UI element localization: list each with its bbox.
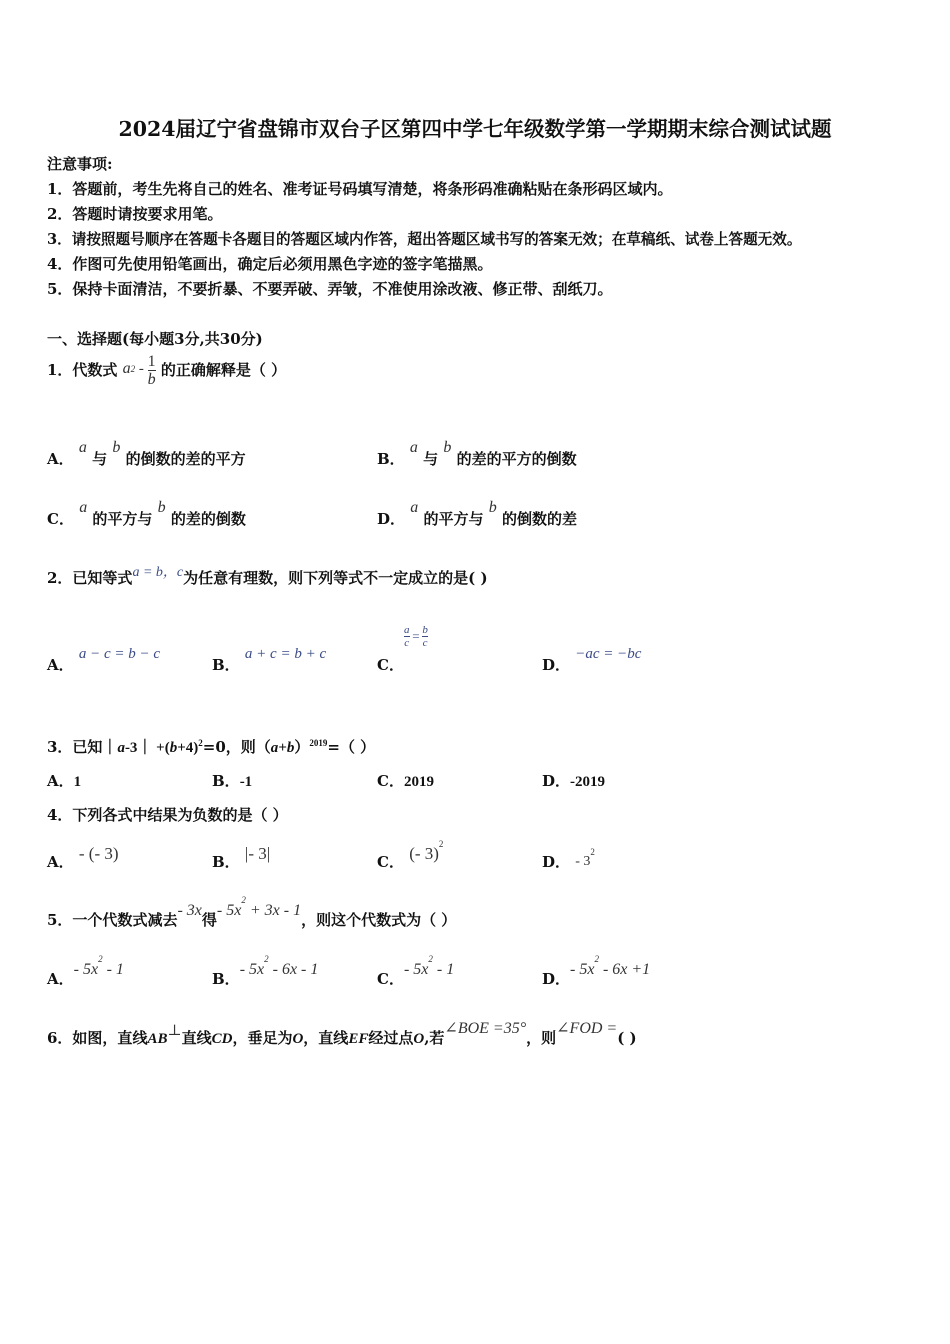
q4-option-a[interactable] xyxy=(47,844,119,872)
q5-option-d-label: D． xyxy=(542,970,571,988)
q2-prefix: 2．已知等式 xyxy=(47,569,133,587)
question-2 xyxy=(47,567,488,588)
q2-option-c-expr xyxy=(404,624,428,649)
notice-item-5: 5．保持卡面清洁，不要折暴、不要弄破、弄皱，不准使用涂改液、修正带、刮纸刀。 xyxy=(47,280,613,298)
notice-item-1: 1．答题前，考生先将自己的姓名、准考证号码填写清楚，将条形码准确粘贴在条形码区域内。 xyxy=(47,180,673,198)
q3-option-c-value: 2019 xyxy=(403,774,434,790)
q2-math: a = b，c xyxy=(132,565,184,580)
q5-option-c-expr-b: - 1 xyxy=(432,961,455,978)
q6-angle-fod: ∠FOD = xyxy=(556,1020,618,1037)
q4-option-c-sup: 2 xyxy=(438,839,444,849)
q2-option-c-den2: c xyxy=(422,637,428,649)
q2-option-a-expr: a − c = b − c xyxy=(78,646,161,662)
q1-option-b-var1: a xyxy=(409,439,418,456)
q2-option-c-den1: c xyxy=(404,637,410,649)
q3-option-d[interactable] xyxy=(542,770,605,791)
q1-option-d-text1: 的平方与 xyxy=(423,510,484,528)
q5-option-b-expr-a: - 5x xyxy=(239,961,265,978)
q2-option-d[interactable] xyxy=(542,646,642,675)
q6-p5: 经过点 xyxy=(368,1029,414,1047)
q3-prefix: 3．已知｜ xyxy=(47,738,118,756)
question-5 xyxy=(47,895,457,930)
q6-ab: AB xyxy=(147,1031,168,1047)
q3-option-d-value: -2019 xyxy=(570,774,606,790)
q1-option-c-label: C． xyxy=(47,510,74,528)
q4-option-a-expr: - (- 3) xyxy=(78,844,119,863)
q1-fraction xyxy=(148,353,156,388)
q3-mid3: =0，则（ xyxy=(202,738,271,756)
q6-o: O xyxy=(292,1031,304,1047)
question-1 xyxy=(47,352,286,388)
q1-option-a[interactable] xyxy=(47,439,246,469)
question-4: 4．下列各式中结果为负数的是（ ） xyxy=(47,806,288,824)
notice-heading: 注意事项: xyxy=(47,155,113,173)
q1-option-c[interactable] xyxy=(47,499,246,529)
q1-math-a: a xyxy=(122,360,131,377)
q6-p3: ，垂足为 xyxy=(232,1029,293,1047)
q1-option-b-text2: 的差的平方的倒数 xyxy=(456,450,577,468)
q5-option-b-expr-b: - 6x - 1 xyxy=(268,961,319,978)
q5-option-a-expr-b: - 1 xyxy=(102,961,124,978)
q2-option-c-num2: b xyxy=(422,624,428,636)
q3-option-b[interactable] xyxy=(212,770,252,791)
q6-ef: EF xyxy=(348,1031,369,1047)
q1-option-c-var1: a xyxy=(79,499,88,516)
q5-option-d-expr-a: - 5x xyxy=(570,961,595,978)
q6-p4: ，直线 xyxy=(303,1029,349,1047)
q1-suffix: 的正确解释是（ ） xyxy=(160,361,287,379)
q2-suffix: 为任意有理数，则下列等式不一定成立的是( ) xyxy=(183,569,488,587)
q1-option-d-var2: b xyxy=(488,499,497,516)
q6-p7: ，则 xyxy=(526,1029,557,1047)
q6-p2: 直线 xyxy=(181,1029,212,1047)
q4-option-b[interactable] xyxy=(212,844,271,872)
q1-math-minus: - xyxy=(135,361,148,377)
q2-option-c-frac2 xyxy=(422,624,428,649)
q5-option-b-label: B． xyxy=(212,970,240,988)
q1-option-b-text1: 与 xyxy=(423,450,439,468)
q3-option-a[interactable] xyxy=(47,770,81,791)
q1-option-a-text1: 与 xyxy=(92,450,108,468)
q5-option-c-label: C． xyxy=(377,970,404,988)
q3-suffix: =（ ） xyxy=(327,738,376,756)
q2-option-b-label: B． xyxy=(212,656,240,674)
q3-option-c-label: C． xyxy=(377,772,404,790)
q1-option-c-text1: 的平方与 xyxy=(92,510,153,528)
q5-option-b[interactable] xyxy=(212,954,319,989)
q2-option-c-frac1 xyxy=(404,624,410,649)
q1-option-d-text2: 的倒数的差 xyxy=(501,510,577,528)
q1-option-a-text2: 的倒数的差的平方 xyxy=(125,450,246,468)
q6-perp-symbol: ⊥ xyxy=(167,1023,182,1039)
q5-option-a-expr-a: - 5x xyxy=(73,961,99,978)
q5-option-d[interactable] xyxy=(542,954,651,989)
q3-option-a-value: 1 xyxy=(73,774,82,790)
q1-option-b[interactable] xyxy=(377,439,577,469)
q6-p1: 6．如图，直线 xyxy=(47,1029,148,1047)
page-title: 2024届辽宁省盘锦市双台子区第四中学七年级数学第一学期期末综合测试试题 xyxy=(118,117,832,141)
q4-option-d-sup: 2 xyxy=(590,847,595,857)
notice-item-3: 3．请按照题号顺序在答题卡各题目的答题区域内作答，超出答题区域书写的答案无效；在草稿纸、试卷上答题无效。 xyxy=(47,231,802,248)
q4-option-c-label: C． xyxy=(377,853,404,871)
q5-option-b-sup: 2 xyxy=(264,954,269,964)
q5-math2-sup: 2 xyxy=(241,895,246,905)
q1-option-a-var2: b xyxy=(112,439,121,456)
q1-option-d[interactable] xyxy=(377,499,577,529)
q6-p6: ,若 xyxy=(424,1029,445,1047)
q5-option-c-sup: 2 xyxy=(428,954,433,964)
q1-frac-den: b xyxy=(147,370,156,388)
q1-option-a-var1: a xyxy=(78,439,87,456)
q5-option-a-label: A． xyxy=(47,970,74,988)
q5-math2a: - 5x xyxy=(216,902,242,919)
q3-option-d-label: D． xyxy=(542,772,571,790)
q3-var-ab: a+b xyxy=(270,740,295,756)
q2-option-b[interactable] xyxy=(212,646,327,675)
q6-suffix: ( ) xyxy=(617,1029,637,1047)
q1-option-b-var2: b xyxy=(443,439,452,456)
q3-option-b-label: B． xyxy=(212,772,240,790)
q5-option-d-sup: 2 xyxy=(594,954,599,964)
q3-option-c[interactable] xyxy=(377,770,434,791)
q3-mid1: -3｜ +( xyxy=(124,740,170,756)
q1-option-c-var2: b xyxy=(157,499,166,516)
q2-option-a[interactable] xyxy=(47,646,161,675)
q1-prefix: 1．代数式 xyxy=(47,361,118,379)
q1-option-c-text2: 的差的倒数 xyxy=(170,510,246,528)
q2-option-d-expr: −ac = −bc xyxy=(575,646,642,662)
q5-option-c[interactable] xyxy=(377,954,455,989)
q1-option-b-label: B． xyxy=(377,450,405,468)
q2-option-d-label: D． xyxy=(542,656,571,674)
q2-option-c-label[interactable]: C． xyxy=(377,656,404,674)
q3-mid4: ） xyxy=(294,738,310,756)
q4-option-c[interactable] xyxy=(377,839,444,872)
q4-option-d[interactable] xyxy=(542,847,595,872)
q3-option-b-value: -1 xyxy=(239,774,253,790)
notice-item-2: 2．答题时请按要求用笔。 xyxy=(47,205,223,223)
q5-option-d-expr-b: - 6x +1 xyxy=(598,961,651,978)
q3-mid2: +4) xyxy=(177,740,199,756)
notice-item-4: 4．作图可先使用铅笔画出，确定后必须用黑色字迹的签字笔描黑。 xyxy=(47,255,493,273)
section-heading: 一、选择题(每小题3分,共30分) xyxy=(47,330,263,348)
q2-option-a-label: A． xyxy=(47,656,74,674)
q5-math2b: + 3x - 1 xyxy=(245,902,302,919)
q1-option-a-label: A． xyxy=(47,450,74,468)
q1-frac-num: 1 xyxy=(147,352,156,370)
q1-option-d-var1: a xyxy=(410,499,419,516)
q2-option-c-eq: = xyxy=(412,628,420,644)
q3-sup2019: 2019 xyxy=(309,738,328,748)
q4-option-a-label: A． xyxy=(47,853,74,871)
q6-o2: O xyxy=(413,1031,425,1047)
q1-option-d-label: D． xyxy=(377,510,406,528)
question-6 xyxy=(47,1020,637,1048)
q5-option-a[interactable] xyxy=(47,954,124,989)
q3-sup2: 2 xyxy=(198,738,203,748)
q3-option-a-label: A． xyxy=(47,772,74,790)
q5-suffix: ，则这个代数式为（ ） xyxy=(301,911,457,929)
q5-option-a-sup: 2 xyxy=(98,954,103,964)
q4-option-d-expr: - 3 xyxy=(575,854,591,869)
q4-option-b-expr: |- 3| xyxy=(244,844,271,863)
q1-math-sup: 2 xyxy=(130,364,136,374)
q4-option-b-label: B． xyxy=(212,853,240,871)
q6-angle-boe: ∠BOE =35° xyxy=(444,1020,527,1037)
q3-var-b: b xyxy=(169,740,178,756)
q5-math1: - 3x xyxy=(177,902,202,919)
q5-mid: 得 xyxy=(201,911,217,929)
question-3 xyxy=(47,736,375,757)
q4-option-c-expr: (- 3) xyxy=(409,844,439,863)
q6-cd: CD xyxy=(211,1031,233,1047)
q2-option-b-expr: a + c = b + c xyxy=(244,646,327,662)
q2-option-c-num1: a xyxy=(404,624,410,636)
q5-option-c-expr-a: - 5x xyxy=(403,961,429,978)
q4-option-d-label: D． xyxy=(542,853,571,871)
q5-prefix: 5．一个代数式减去 xyxy=(47,911,178,929)
q3-var-a: a xyxy=(117,740,125,756)
